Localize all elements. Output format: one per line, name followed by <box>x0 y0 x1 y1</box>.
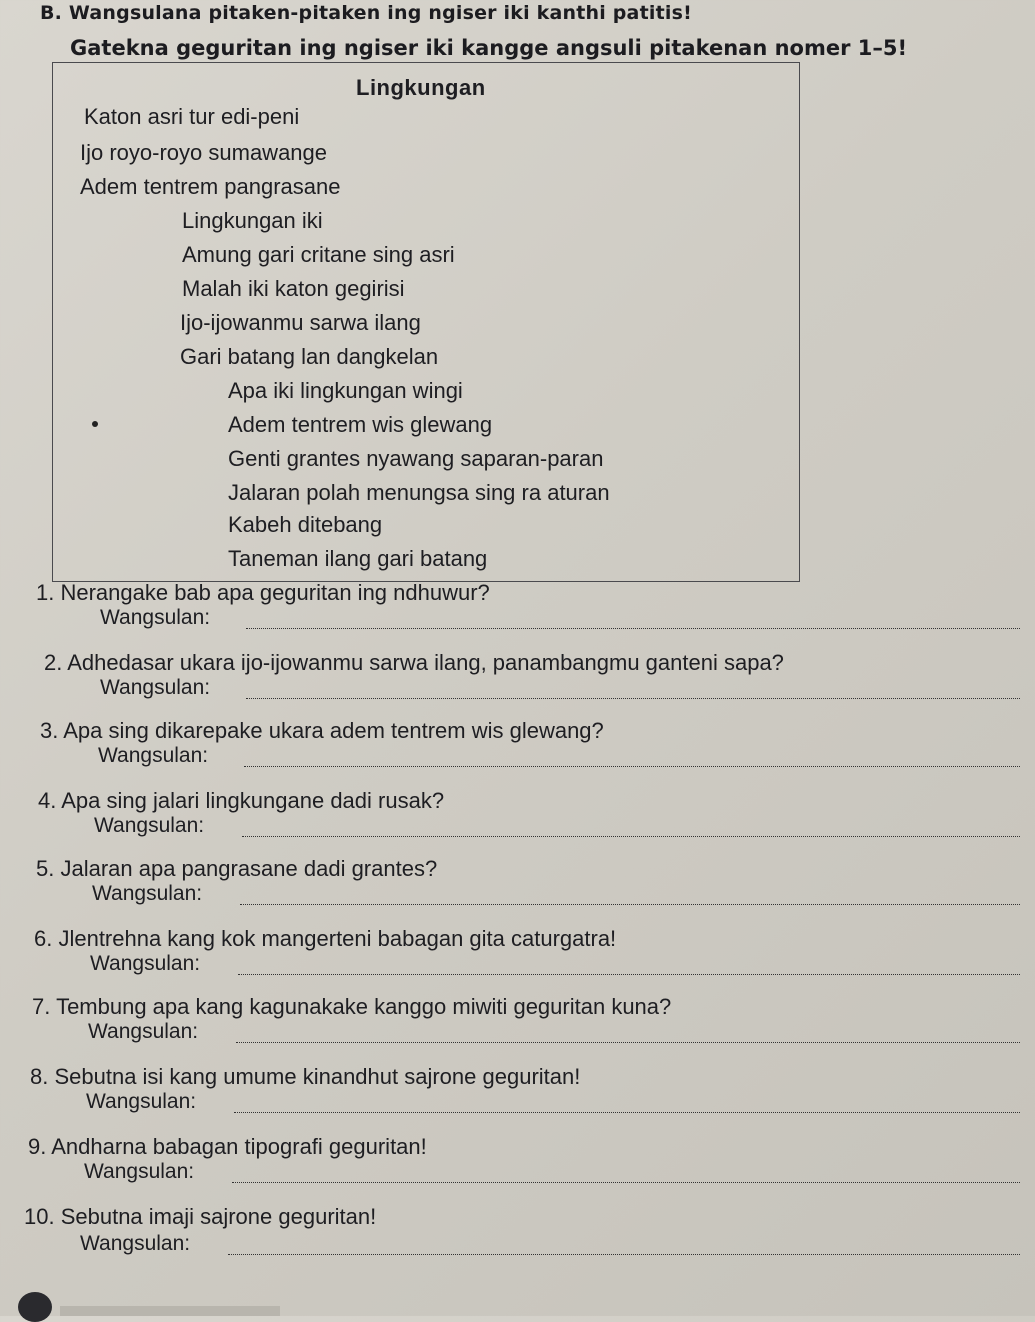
answer-line-8[interactable] <box>234 1112 1020 1113</box>
answer-row-1 <box>100 606 1020 636</box>
question-7: 7. Tembung apa kang kagunakake kanggo miwiti geguritan kuna? <box>32 994 672 1019</box>
poem-line: Adem tentrem wis glewang <box>228 412 493 437</box>
poem-line: Gari batang lan dangkelan <box>180 344 439 369</box>
answer-label: Wangsulan: <box>88 1020 199 1043</box>
poem-line: Apa iki lingkungan wingi <box>228 378 463 403</box>
question-3: 3. Apa sing dikarepake ukara adem tentrem wis glewang? <box>40 718 604 743</box>
answer-row-3 <box>98 744 1020 774</box>
poem-line: Jalaran polah menungsa sing ra aturan <box>228 480 610 505</box>
answer-line-3[interactable] <box>244 766 1020 767</box>
answer-label: Wangsulan: <box>84 1160 195 1183</box>
poem-line: Adem tentrem pangrasane <box>80 174 341 199</box>
answer-label: Wangsulan: <box>86 1090 197 1113</box>
page-edge-shadow <box>60 1306 280 1316</box>
question-4: 4. Apa sing jalari lingkungane dadi rusak? <box>38 788 445 813</box>
section-heading: B. Wangsulana pitaken-pitaken ing ngiser iki kanthi patitis! <box>40 2 692 24</box>
answer-label: Wangsulan: <box>98 744 209 767</box>
answer-row-10 <box>80 1232 1020 1262</box>
answer-label: Wangsulan: <box>80 1232 191 1255</box>
poem-line: Taneman ilang gari batang <box>228 546 488 571</box>
answer-line-10[interactable] <box>228 1254 1020 1255</box>
question-5: 5. Jalaran apa pangrasane dadi grantes? <box>36 856 438 881</box>
answer-line-9[interactable] <box>232 1182 1020 1183</box>
answer-label: Wangsulan: <box>100 606 211 629</box>
answer-line-6[interactable] <box>238 974 1020 975</box>
answer-row-9 <box>84 1160 1020 1190</box>
answer-label: Wangsulan: <box>90 952 201 975</box>
dark-blob <box>18 1292 52 1322</box>
answer-label: Wangsulan: <box>100 676 211 699</box>
poem-line: Amung gari critane sing asri <box>182 242 455 267</box>
question-2: 2. Adhedasar ukara ijo-ijowanmu sarwa ilang, panambangmu ganteni sapa? <box>44 650 784 675</box>
question-1: 1. Nerangake bab apa geguritan ing ndhuwur? <box>36 580 490 605</box>
poem-line: Katon asri tur edi-peni <box>84 104 300 129</box>
answer-line-7[interactable] <box>236 1042 1020 1043</box>
poem-line: Malah iki katon gegirisi <box>182 276 405 301</box>
answer-line-4[interactable] <box>242 836 1020 837</box>
question-9: 9. Andharna babagan tipografi geguritan! <box>28 1134 427 1159</box>
answer-line-2[interactable] <box>246 698 1020 699</box>
poem-line: Ijo-ijowanmu sarwa ilang <box>180 310 421 335</box>
answer-line-1[interactable] <box>246 628 1020 629</box>
answer-row-5 <box>92 882 1020 912</box>
poem-line: Lingkungan iki <box>182 208 323 233</box>
answer-row-2 <box>100 676 1020 706</box>
answer-row-8 <box>86 1090 1020 1120</box>
answer-row-7 <box>88 1020 1020 1050</box>
answer-label: Wangsulan: <box>92 882 203 905</box>
question-10: 10. Sebutna imaji sajrone geguritan! <box>24 1204 377 1229</box>
poem-line: Kabeh ditebang <box>228 512 383 537</box>
stray-dot <box>92 421 98 427</box>
poem-line: Genti grantes nyawang saparan-paran <box>228 446 604 471</box>
question-6: 6. Jlentrehna kang kok mangerteni babagan gita caturgatra! <box>34 926 617 951</box>
answer-row-4 <box>94 814 1020 844</box>
answer-label: Wangsulan: <box>94 814 205 837</box>
instruction-text: Gatekna geguritan ing ngiser iki kangge angsuli pitakenan nomer 1–5! <box>70 36 908 60</box>
question-8: 8. Sebutna isi kang umume kinandhut sajrone geguritan! <box>30 1064 581 1089</box>
answer-line-5[interactable] <box>240 904 1020 905</box>
poem-title: Lingkungan <box>356 75 486 100</box>
poem-line: Ijo royo-royo sumawange <box>80 140 328 165</box>
answer-row-6 <box>90 952 1020 982</box>
